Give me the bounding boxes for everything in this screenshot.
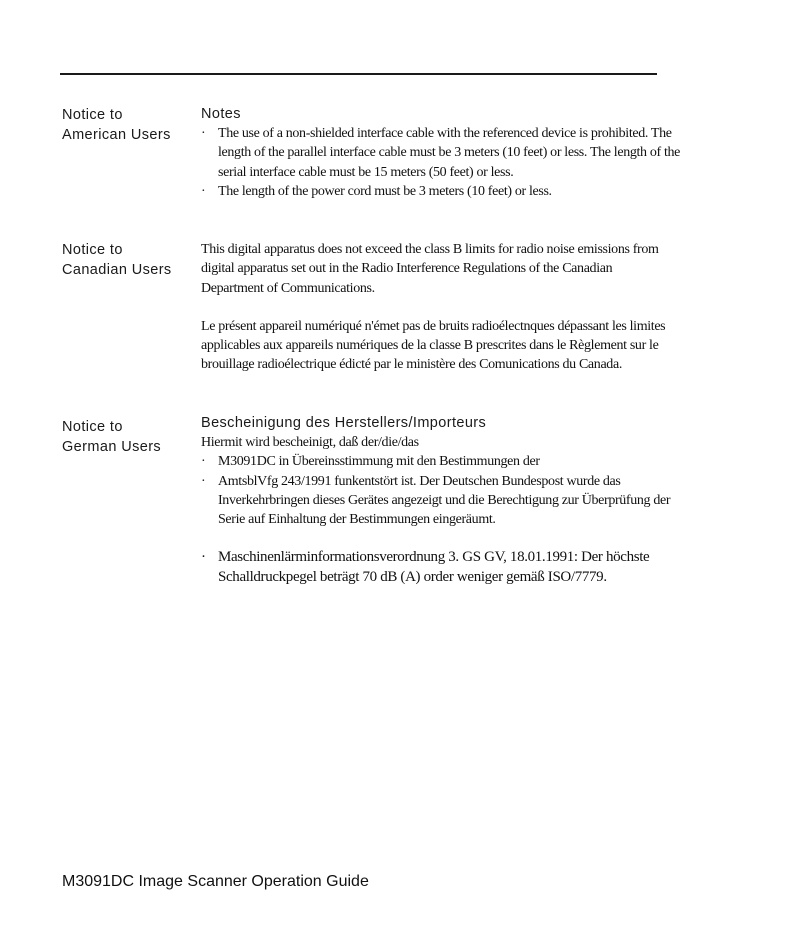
canadian-paragraph-en: This digital apparatus does not exceed the class B limits for radio noise emissions from digital apparatus set out in the Radio Interference Regulations of the Canadian Department of Communications. xyxy=(201,242,659,296)
canadian-label-line2: Canadian Users xyxy=(62,262,172,278)
bullet-dot: · xyxy=(201,183,206,199)
german-bullet-1-text: M3091DC in Übereinsstimmung mit den Bestimmungen der xyxy=(218,454,540,470)
canadian-users-label xyxy=(62,240,172,280)
german-label-line1: Notice to xyxy=(62,419,123,435)
american-label-line1: Notice to xyxy=(62,107,123,123)
german-bullet-3-text: Maschinenlärminformationsverordnung 3. GS GV, 18.01.1991: Der höchste Schalldruckpegel beträgt 70 dB (A) order weniger gemäß ISO/7779. xyxy=(218,549,650,585)
bullet-dot: · xyxy=(201,454,206,470)
german-heading: Bescheinigung des Herstellers/Importeurs xyxy=(201,415,487,431)
american-bullet-1 xyxy=(201,124,686,182)
german-users-label xyxy=(62,417,161,457)
top-rule xyxy=(60,73,657,75)
german-bullet-2-text: AmtsblVfg 243/1991 funkentstört ist. Der Deutschen Bundespost wurde das Inverkehrbringen dieses Gerätes angezeigt und die Berechtigung zur Überprüfung der Serie auf Einhaltung der Bestimmungen eingeräumt. xyxy=(218,473,671,528)
german-label-line2: German Users xyxy=(62,439,162,455)
american-label-line2: American Users xyxy=(62,127,171,143)
american-bullet-2-text: The length of the power cord must be 3 meters (10 feet) or less. xyxy=(218,183,552,199)
page-footer: M3091DC Image Scanner Operation Guide xyxy=(62,873,369,890)
german-intro: Hiermit wird bescheinigt, daß der/die/das xyxy=(201,435,419,450)
german-bullet-2 xyxy=(201,472,688,530)
american-users-label xyxy=(62,105,171,145)
german-bullet-3 xyxy=(201,548,658,587)
canadian-paragraph-fr: Le présent appareil numériqué n'émet pas de bruits radioélectnques dépassant les limites applicables aux appareils numériques de la classe B prescrites dans le Règlement sur le brouillage radioélectrique édicté par le ministère des Comunications du Canada. xyxy=(201,318,666,373)
american-notice-body xyxy=(201,105,686,201)
paragraph-gap xyxy=(201,529,691,548)
american-bullet-2 xyxy=(201,182,686,201)
canadian-notice-body xyxy=(201,240,671,375)
bullet-dot: · xyxy=(201,126,206,141)
notes-heading: Notes xyxy=(201,106,241,122)
german-bullet-1 xyxy=(201,452,691,471)
bullet-dot: · xyxy=(201,549,206,566)
german-notice-body xyxy=(201,414,691,587)
bullet-dot: · xyxy=(201,473,206,489)
canadian-label-line1: Notice to xyxy=(62,242,123,258)
paragraph-gap xyxy=(201,298,671,317)
american-bullet-1-text: The use of a non-shielded interface cable with the referenced device is prohibited. The length of the parallel interface cable must be 3 meters (10 feet) or less. The length of the serial interface cable must be 15 meters (50 feet) or less. xyxy=(218,126,681,180)
